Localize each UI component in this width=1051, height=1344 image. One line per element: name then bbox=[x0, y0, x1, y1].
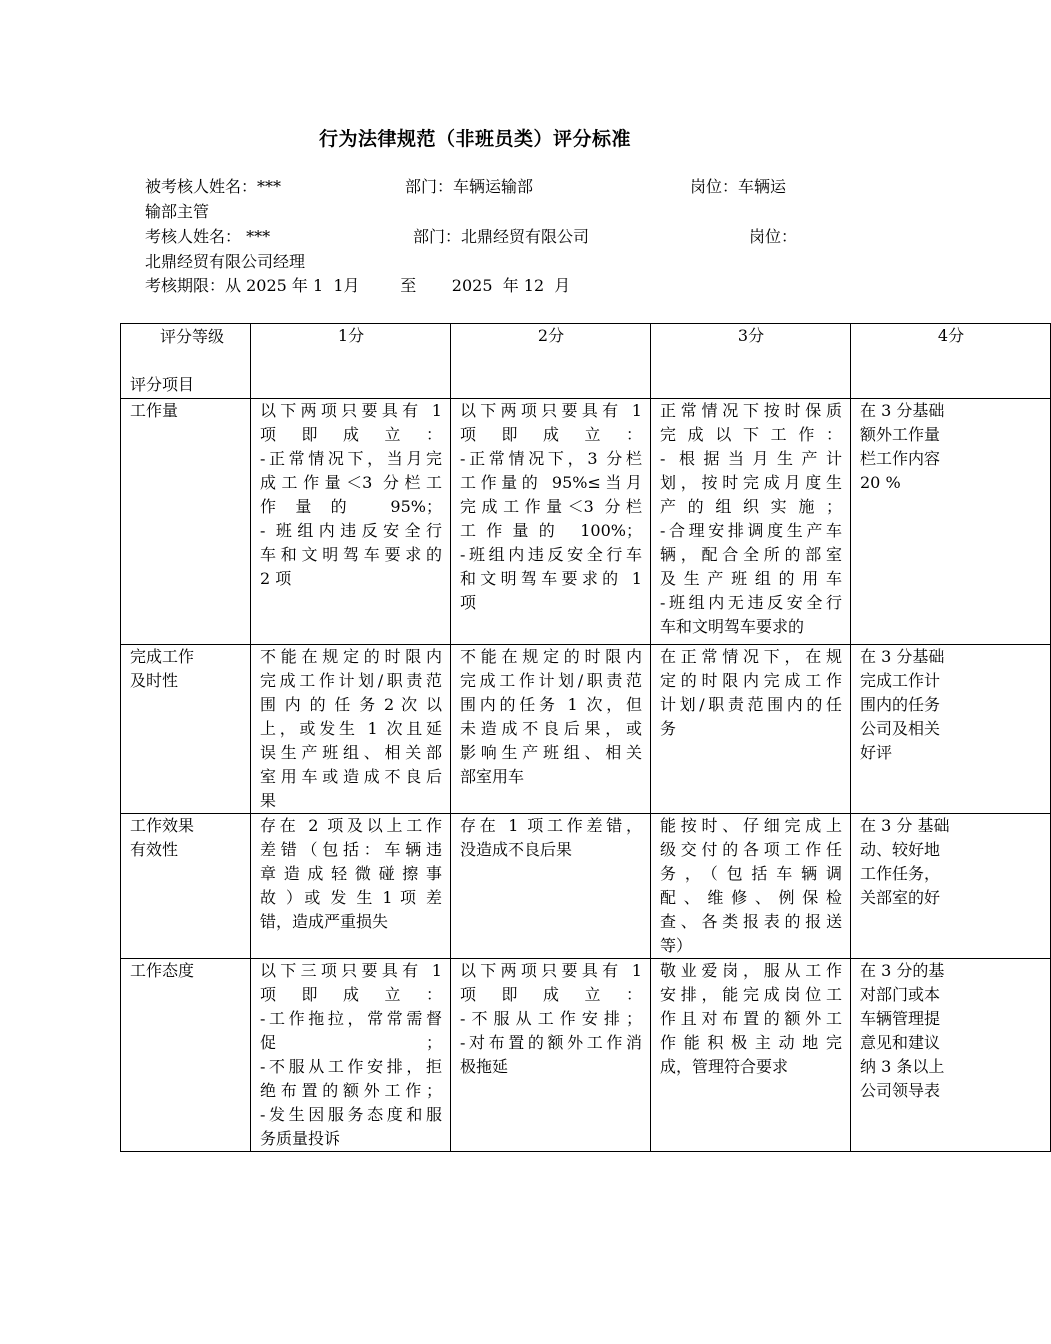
cell-text-line: 完成工作计划/职责范 bbox=[460, 671, 642, 690]
cell-text-line: 项即成立： bbox=[460, 985, 642, 1004]
cell-text-line: 和文明驾车要求的 1 bbox=[460, 569, 642, 588]
cell-text-line: 划，按时完成月度生 bbox=[660, 473, 842, 492]
score-cell bbox=[251, 959, 451, 1152]
assessment-period: 考核期限：从 2025 年 1 1月 至 2025 年 12 月 bbox=[145, 276, 571, 295]
cell-text-line: 定的时限内完成工作 bbox=[660, 671, 842, 690]
cell-text-line: 纳 3 条以上 bbox=[860, 1057, 945, 1076]
score-cell bbox=[651, 399, 851, 645]
cell-text-line: 绝布置的额外工作； bbox=[260, 1081, 442, 1100]
cell-text-line: 故 ）或 发 生 1 项 差 bbox=[260, 888, 442, 907]
cell-text-line: 务 bbox=[660, 719, 677, 738]
cell-text-line: 项即成立： bbox=[460, 425, 642, 444]
assessor-department: 部门：北鼎经贸有限公司 bbox=[413, 227, 590, 246]
cell-text-line: 额外工作量 bbox=[860, 425, 941, 444]
row-item-label bbox=[121, 645, 251, 814]
cell-text-line: -班组内无违反安全行 bbox=[660, 593, 842, 612]
cell-text-line: 安排，能完成岗位工 bbox=[660, 985, 842, 1004]
cell-text-line: 车和文明驾车要求的 bbox=[260, 545, 442, 564]
cell-text-line: - 班组内违反安全行 bbox=[260, 521, 442, 540]
cell-text-line: 差错（包括：车辆违 bbox=[260, 840, 442, 859]
table-row bbox=[121, 814, 1051, 959]
cell-text-line: 室用车或造成不良后 bbox=[260, 767, 442, 786]
score-cell bbox=[451, 399, 651, 645]
cell-text-line: 工作任务， bbox=[860, 864, 941, 883]
cell-text-line: 在 3 分基础 bbox=[860, 647, 945, 666]
cell-text-line: 存在 1 项工作差错， bbox=[460, 816, 642, 835]
cell-text-line: 错，造成严重损失 bbox=[260, 912, 389, 931]
assessor-name: 考核人姓名： *** bbox=[145, 227, 271, 246]
cell-text-line: 对部门或本 bbox=[860, 985, 941, 1004]
cell-text-line: -对布置的额外工作消 bbox=[460, 1033, 642, 1052]
cell-text-line: 产的组织实施； bbox=[660, 497, 842, 516]
corner-header-cell bbox=[121, 324, 251, 399]
row-item-label bbox=[121, 399, 251, 645]
cell-text-line: 项即成立： bbox=[260, 985, 442, 1004]
score-cell bbox=[251, 814, 451, 959]
cell-text-line: 务质量投诉 bbox=[260, 1129, 341, 1148]
assessor-position: 岗位： bbox=[749, 227, 798, 246]
cell-text-line: 工作量的 100%； bbox=[460, 521, 642, 540]
score-cell bbox=[851, 399, 1051, 645]
cell-text-line: 不能在规定的时限内 bbox=[460, 647, 642, 666]
cell-text-line: 部室用车 bbox=[460, 767, 525, 786]
cell-text-line: 不能在规定的时限内 bbox=[260, 647, 442, 666]
score-cell bbox=[651, 814, 851, 959]
cell-text-line: -正常情况下，3 分栏 bbox=[460, 449, 642, 468]
cell-text-line: 成，管理符合要求 bbox=[660, 1057, 789, 1076]
assessee-position-continued: 输部主管 bbox=[145, 202, 210, 221]
cell-text-line: 公司及相关 bbox=[860, 719, 941, 738]
cell-text-line: 以下两项只要具有 1 bbox=[260, 401, 442, 420]
cell-text-line: 级交付的各项工作任 bbox=[660, 840, 842, 859]
cell-text-line: -工作拖拉，常常需督 bbox=[260, 1009, 442, 1028]
cell-text-line: 正常情况下按时保质 bbox=[660, 401, 842, 420]
score-cell bbox=[851, 645, 1051, 814]
cell-text-line: 工作量的 95%≤当月 bbox=[460, 473, 642, 492]
score-cell bbox=[451, 645, 651, 814]
cell-text-line: 完成工作计 bbox=[860, 671, 941, 690]
cell-text-line: -正常情况下，当月完 bbox=[260, 449, 442, 468]
cell-text-line: 在 3 分的基 bbox=[860, 961, 945, 980]
cell-text-line: 20 % bbox=[860, 473, 901, 492]
score-cell bbox=[251, 399, 451, 645]
row-item-label bbox=[121, 959, 251, 1152]
cell-text-line: 上，或发生 1 次且延 bbox=[260, 719, 442, 738]
score-cell bbox=[651, 645, 851, 814]
cell-text-line: 车辆管理提 bbox=[860, 1009, 941, 1028]
cell-text-line: 完成以下工作： bbox=[660, 425, 842, 444]
cell-text-line: 能按时、仔细完成上 bbox=[660, 816, 842, 835]
cell-text-line: 意见和建议 bbox=[860, 1033, 941, 1052]
cell-text-line: 在 3 分基础 bbox=[860, 401, 945, 420]
cell-text-line: 围内的任务 bbox=[860, 695, 941, 714]
column-header-1: 1分 bbox=[251, 324, 451, 399]
cell-text-line: 好评 bbox=[860, 743, 893, 762]
cell-text-line: 围内的任务 1 次，但 bbox=[460, 695, 642, 714]
cell-text-line: -班组内违反安全行车 bbox=[460, 545, 642, 564]
scoring-table bbox=[120, 323, 1051, 1152]
cell-text-line: 公司领导表 bbox=[860, 1081, 941, 1100]
cell-text-line: 项即成立： bbox=[260, 425, 442, 444]
cell-text-line: 敬业爱岗，服从工作 bbox=[660, 961, 842, 980]
row-item-text: 完成工作 bbox=[130, 647, 195, 666]
cell-text-line: 栏工作内容 bbox=[860, 449, 941, 468]
cell-text-line: 围 内 的 任 务 2 次 以 bbox=[260, 695, 442, 714]
score-level-label: 评分等级 bbox=[160, 327, 225, 346]
cell-text-line: 完成工作量＜3 分栏 bbox=[460, 497, 642, 516]
cell-text-line: -合理安排调度生产车 bbox=[660, 521, 842, 540]
cell-text-line: 项 bbox=[460, 593, 477, 612]
cell-text-line: 辆，配合全所的部室 bbox=[660, 545, 842, 564]
score-cell bbox=[851, 959, 1051, 1152]
row-item-text: 工作态度 bbox=[130, 961, 195, 980]
cell-text-line: 计划/职责范围内的任 bbox=[660, 695, 842, 714]
cell-text-line: 在正常情况下，在规 bbox=[660, 647, 842, 666]
cell-text-line: 关部室的好 bbox=[860, 888, 941, 907]
cell-text-line: 果 bbox=[260, 791, 277, 810]
cell-text-line: 极拖延 bbox=[460, 1057, 509, 1076]
table-header-row bbox=[121, 324, 1051, 399]
cell-text-line: 促； bbox=[260, 1033, 442, 1052]
row-item-text: 有效性 bbox=[130, 840, 179, 859]
cell-text-line: 配、维修、例保检 bbox=[660, 888, 842, 907]
column-header-2: 2分 bbox=[451, 324, 651, 399]
cell-text-line: 成工作量＜3 分栏工 bbox=[260, 473, 442, 492]
cell-text-line: 以下两项只要具有 1 bbox=[460, 961, 642, 980]
cell-text-line: -发生因服务态度和服 bbox=[260, 1105, 442, 1124]
column-header-4: 4分 bbox=[851, 324, 1051, 399]
table-row bbox=[121, 959, 1051, 1152]
cell-text-line: 完成工作计划/职责范 bbox=[260, 671, 442, 690]
row-item-label bbox=[121, 814, 251, 959]
assessee-position: 岗位：车辆运 bbox=[690, 177, 787, 196]
cell-text-line: -不服从工作安排，拒 bbox=[260, 1057, 442, 1076]
cell-text-line: 在 3 分 基础 bbox=[860, 816, 950, 835]
table-row bbox=[121, 645, 1051, 814]
score-item-label: 评分项目 bbox=[130, 375, 195, 394]
cell-text-line: 章 造 成 轻 微 碰 擦 事 bbox=[260, 864, 442, 883]
row-item-text: 及时性 bbox=[130, 671, 179, 690]
cell-text-line: 作量的 95%； bbox=[260, 497, 442, 516]
cell-text-line: 以下两项只要具有 1 bbox=[460, 401, 642, 420]
column-header-3: 3分 bbox=[651, 324, 851, 399]
cell-text-line: 作且对布置的额外工 bbox=[660, 1009, 842, 1028]
cell-text-line: 务，（包括车辆调 bbox=[660, 864, 842, 883]
score-cell bbox=[451, 959, 651, 1152]
cell-text-line: 未造成不良后果，或 bbox=[460, 719, 642, 738]
cell-text-line: - 根据当月生产计 bbox=[660, 449, 842, 468]
cell-text-line: 误生产班组、相关部 bbox=[260, 743, 442, 762]
row-item-text: 工作效果 bbox=[130, 816, 195, 835]
row-item-text: 工作量 bbox=[130, 401, 179, 420]
table-row bbox=[121, 399, 1051, 645]
cell-text-line: 作 能 积 极 主 动 地 完 bbox=[660, 1033, 842, 1052]
document-title: 行为法律规范（非班员类）评分标准 bbox=[318, 128, 631, 150]
assessee-department: 部门：车辆运输部 bbox=[405, 177, 534, 196]
cell-text-line: 查、各类报表的报送 bbox=[660, 912, 842, 931]
score-cell bbox=[851, 814, 1051, 959]
cell-text-line: -不服从工作安排； bbox=[460, 1009, 642, 1028]
score-cell bbox=[651, 959, 851, 1152]
score-cell bbox=[451, 814, 651, 959]
cell-text-line: 动、较好地 bbox=[860, 840, 941, 859]
cell-text-line: 及生产班组的用车 bbox=[660, 569, 842, 588]
assessee-name: 被考核人姓名：*** bbox=[145, 177, 282, 196]
cell-text-line: 车和文明驾车要求的 bbox=[660, 617, 805, 636]
cell-text-line: 没造成不良后果 bbox=[460, 840, 573, 859]
score-cell bbox=[251, 645, 451, 814]
cell-text-line: 等） bbox=[660, 936, 693, 955]
cell-text-line: 2 项 bbox=[260, 569, 292, 588]
cell-text-line: 存在 2 项及以上工作 bbox=[260, 816, 442, 835]
cell-text-line: 以下三项只要具有 1 bbox=[260, 961, 442, 980]
cell-text-line: 影响生产班组、相关 bbox=[460, 743, 642, 762]
assessor-position-continued: 北鼎经贸有限公司经理 bbox=[145, 252, 306, 271]
